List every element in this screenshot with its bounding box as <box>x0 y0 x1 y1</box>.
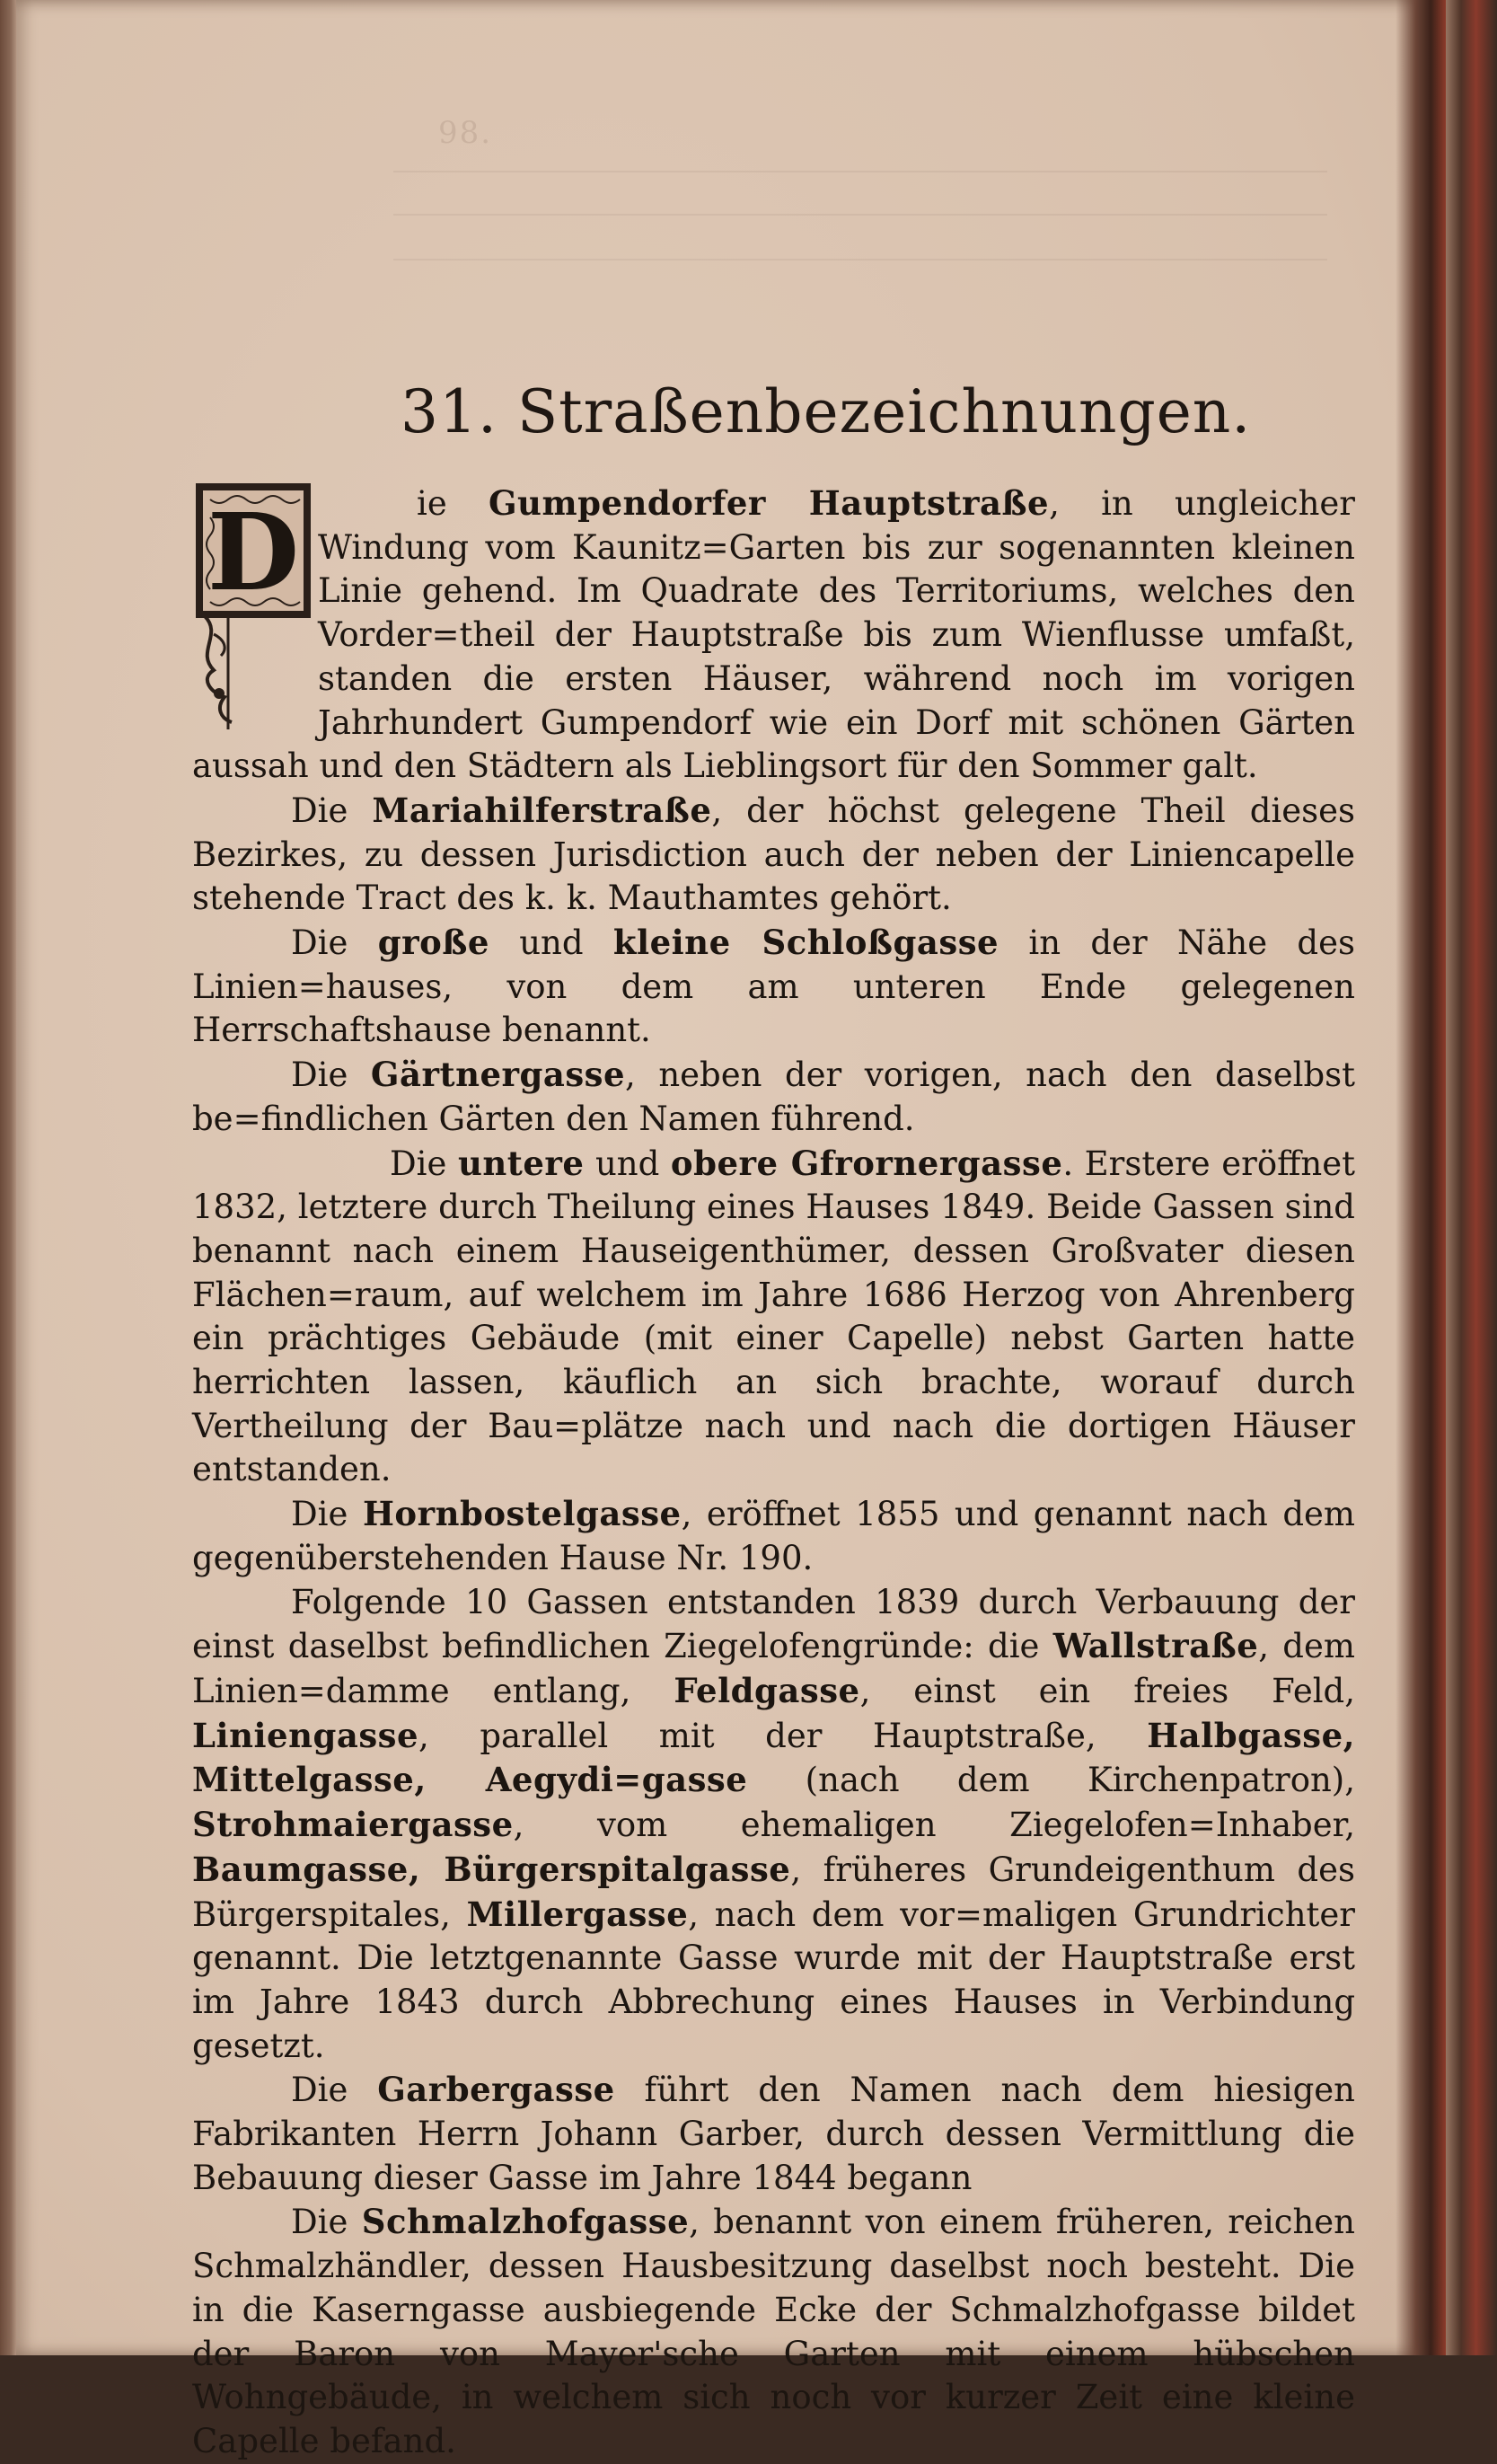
drop-cap <box>192 481 318 733</box>
text-run: und <box>489 923 613 963</box>
text-run: , der höchst gelegene Theil dieses Bezirkes, zu dessen Jurisdiction auch der neben der Liniencapelle stehende Tract des k. k. Mauthamtes gehört. <box>192 790 1356 918</box>
street-name: untere <box>457 1143 585 1183</box>
bleed-through-line <box>393 214 1327 216</box>
body-text <box>192 481 1355 2464</box>
text-run: Die <box>291 2203 362 2242</box>
text-run: , eröffnet 1855 und genannt nach dem gegenüberstehenden Hause Nr. 190. <box>192 1495 1356 1577</box>
paragraph-p7 <box>192 1581 1355 2069</box>
text-run: . Erstere eröffnet 1832, letztere durch Theilung eines Hauses 1849. Beide Gassen sind benannt nach einem Hauseigenthümer, dessen Großvater diesen Flächen=raum, auf welchem im Jahre 1686 Herzog von Ahrenberg ein prächtiges Gebäude (mit einer Capelle) nebst Garten hatte herrichten lassen, käuflich an sich brachte, worauf durch Vertheilung der Bau=plätze nach und nach die dortigen Häuser entstanden. <box>192 1144 1356 1489</box>
street-name: Schmalzhofgasse <box>361 2202 690 2242</box>
street-name: Mariahilferstraße <box>372 790 712 830</box>
text-run: in der Nähe des Linien=hauses, von dem am unteren Ende gelegenen Herrschaftshause benannt. <box>192 923 1355 1050</box>
street-name: Halbgasse, Mittelgasse, Aegydi=gasse <box>192 1715 1355 1800</box>
street-name: Garbergasse <box>377 2070 615 2110</box>
paragraph-p2 <box>192 789 1355 921</box>
text-run: , in ungleicher Windung vom Kaunitz=Garten bis zur sogenannten kleinen Linie gehend. Im Quadrate des Territoriums, welches den Vorder=theil der Hauptstraße bis zum Wienflusse umfaßt, standen die ersten Häuser, während noch im vorigen Jahrhundert Gumpendorf wie ein Dorf mit schönen Gärten aussah und den Städtern als Lieblingsort für den Sommer galt. <box>192 484 1355 786</box>
text-run: , dem Linien=damme entlang, <box>192 1627 1355 1710</box>
street-name: Strohmaiergasse <box>192 1805 514 1845</box>
street-name: Gärtnergasse <box>370 1055 626 1095</box>
paragraph-p9 <box>192 2200 1355 2463</box>
ornamental-drop-cap-icon <box>192 481 318 733</box>
paragraph-p8 <box>192 2068 1355 2200</box>
street-name: große <box>377 923 489 963</box>
text-run: , benannt von einem früheren, reichen Schmalzhändler, dessen Hausbesitzung daselbst noch besteht. Die in die Kaserngasse ausbiegende Ecke der Schmalzhofgasse bildet der Baron von Mayer'sche Garten mit einem hübschen Wohngebäude, in welchem sich noch vor kurzer Zeit eine kleine Capelle befand. <box>192 2203 1356 2460</box>
text-run: Die <box>291 1495 363 1534</box>
text-run: , nach dem vor=maligen Grundrichter genannt. Die letztgenannte Gasse wurde mit der Hauptstraße erst im Jahre 1843 durch Abbrechung eines Hauses in Verbindung gesetzt. <box>192 1894 1355 2065</box>
street-name: Gumpendorfer Hauptstraße <box>488 483 1050 523</box>
paragraph-p5 <box>192 1142 1355 1493</box>
text-run: Die <box>390 1144 458 1183</box>
paragraph-p1 <box>192 481 1355 789</box>
street-name: Hornbostelgasse <box>362 1494 682 1534</box>
text-run: , vom ehemaligen Ziegelofen=Inhaber, <box>513 1806 1355 1845</box>
bleed-through-page-number: 98. <box>438 115 493 151</box>
street-name: Baumgasse, Bürgerspitalgasse <box>192 1849 791 1889</box>
street-name: Wallstraße <box>1052 1626 1259 1666</box>
text-run: Die <box>291 790 373 830</box>
text-run: , parallel mit der Hauptstraße, <box>418 1716 1148 1755</box>
chapter-title: 31. Straßenbezeichnungen. <box>401 377 1252 446</box>
svg-text:D: D <box>207 490 300 614</box>
street-name: kleine Schloßgasse <box>612 923 999 963</box>
text-run: Die <box>291 923 378 963</box>
paragraph-p4 <box>192 1053 1355 1141</box>
paragraph-p3 <box>192 921 1355 1053</box>
text-run: ie <box>417 484 489 523</box>
binding-edge <box>1396 0 1446 2355</box>
paragraph-p6 <box>192 1492 1355 1580</box>
paragraphs <box>192 481 1355 2464</box>
text-run: und <box>584 1144 671 1183</box>
street-name: Liniengasse <box>192 1715 419 1755</box>
bleed-through-line <box>393 259 1327 261</box>
text-run: Die <box>291 2071 378 2110</box>
street-name: Feldgasse <box>674 1670 860 1710</box>
text-run: Die <box>291 1055 371 1095</box>
bleed-through-line <box>393 171 1327 172</box>
text-run: führt den Namen nach dem hiesigen Fabrikanten Herrn Johann Garber, durch dessen Vermittlung die Bebauung dieser Gasse im Jahre 1844 begann <box>192 2071 1355 2197</box>
street-name: Millergasse <box>466 1894 689 1934</box>
text-run: , früheres Grundeigenthum des Bürgerspitales, <box>192 1850 1355 1934</box>
street-name: obere Gfrornergasse <box>670 1143 1063 1183</box>
text-run: (nach dem Kirchenpatron), <box>747 1761 1355 1800</box>
book-page <box>16 0 1446 2460</box>
text-run: , einst ein freies Feld, <box>859 1671 1355 1710</box>
text-run: , neben der vorigen, nach den daselbst be=findlichen Gärten den Namen führend. <box>192 1055 1355 1138</box>
text-run: Folgende 10 Gassen entstanden 1839 durch Verbauung der einst daselbst befindlichen Ziegelofengründe: die <box>192 1582 1355 1666</box>
